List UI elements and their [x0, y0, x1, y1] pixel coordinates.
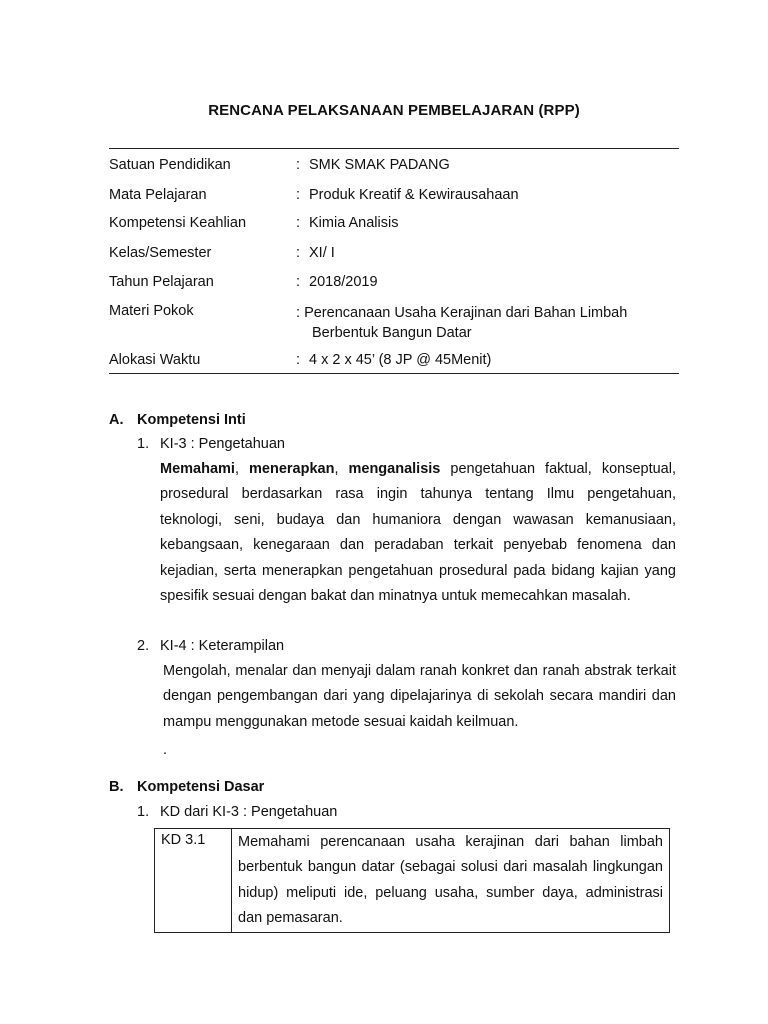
ki4-paragraph: [163, 659, 676, 735]
identity-value: 4 x 2 x 45’ (8 JP @ 45Menit): [309, 352, 492, 368]
identity-label: Materi Pokok: [109, 303, 194, 319]
keyword-memahami: Memahami: [160, 461, 235, 477]
identity-colon: :: [296, 187, 301, 203]
item-label: KD dari KI-3 : Pengetahuan: [160, 804, 338, 820]
identity-value-line1: Perencanaan Usaha Kerajinan dari Bahan Limbah: [304, 305, 628, 321]
identity-label: Satuan Pendidikan: [109, 157, 231, 173]
identity-value: Kimia Analisis: [309, 215, 399, 231]
table-row: [155, 829, 670, 933]
identity-value: XI/ I: [309, 245, 335, 261]
ki3-paragraph: [160, 457, 676, 609]
item-label: KI-4 : Keterampilan: [160, 638, 285, 654]
identity-colon: :: [296, 305, 305, 321]
section-title: Kompetensi Dasar: [137, 779, 265, 795]
identity-label: Mata Pelajaran: [109, 187, 207, 203]
separator: ,: [334, 461, 339, 477]
kd3-item: [137, 804, 337, 820]
kd-code: KD 3.1: [155, 829, 232, 933]
section-title: Kompetensi Inti: [137, 412, 246, 428]
section-b-heading: [109, 779, 264, 795]
ki4-text: Mengolah, menalar dan menyaji dalam ranah konkret dan ranah abstrak terkait dengan pengembangan dari yang dipelajarinya di sekolah secara mandiri dan mampu menggunakan metode sesuai kaidah keilmuan.: [163, 663, 676, 730]
identity-label: Kompetensi Keahlian: [109, 215, 247, 231]
keyword-menerapkan: menerapkan: [249, 461, 335, 477]
ki3-item: [137, 436, 285, 452]
section-a-heading: [109, 412, 246, 428]
identity-colon: :: [296, 274, 301, 290]
identity-value-line2: Berbentuk Bangun Datar: [312, 325, 472, 341]
ki3-text: pengetahuan faktual, konseptual, prosedural berdasarkan rasa ingin tahunya tentang Ilmu pengetahuan, teknologi, seni, budaya dan humaniora dengan wawasan kemanusiaan, kebangsaan, kenegaraan dan peradaban terkait penyebab fenomena dan kejadian, serta menerapkan pengetahuan prosedural pada bidang kajian yang spesifik sesuai dengan bakat dan minatnya untuk memecahkan masalah.: [160, 461, 676, 605]
identity-colon: :: [296, 215, 301, 231]
ki4-item: [137, 638, 284, 654]
section-letter: A.: [109, 412, 124, 428]
identity-label: Alokasi Waktu: [109, 352, 201, 368]
identity-value: SMK SMAK PADANG: [309, 157, 450, 173]
identity-label: Kelas/Semester: [109, 245, 212, 261]
identity-colon: :: [296, 157, 301, 173]
section-letter: B.: [109, 779, 124, 795]
item-label: KI-3 : Pengetahuan: [160, 436, 285, 452]
kd-table: [154, 828, 670, 933]
document-title: RENCANA PELAKSANAAN PEMBELAJARAN (RPP): [208, 102, 580, 119]
identity-value: 2018/2019: [309, 274, 378, 290]
identity-colon: :: [296, 352, 301, 368]
separator: ,: [234, 461, 239, 477]
keyword-menganalisis: menganalisis: [348, 461, 441, 477]
item-number: 2.: [137, 638, 150, 654]
identity-value: Produk Kreatif & Kewirausahaan: [309, 187, 519, 203]
item-number: 1.: [137, 804, 150, 820]
identity-value: [296, 303, 627, 343]
bottom-rule: [109, 373, 679, 374]
top-rule: [109, 148, 679, 149]
identity-colon: :: [296, 245, 301, 261]
item-number: 1.: [137, 436, 150, 452]
stray-dot: .: [163, 742, 168, 758]
kd-description: Memahami perencanaan usaha kerajinan dari bahan limbah berbentuk bangun datar (sebagai solusi dari masalah lingkungan hidup) meliputi ide, peluang usaha, sumber daya, administrasi dan pemasaran.: [232, 829, 670, 933]
identity-label: Tahun Pelajaran: [109, 274, 214, 290]
